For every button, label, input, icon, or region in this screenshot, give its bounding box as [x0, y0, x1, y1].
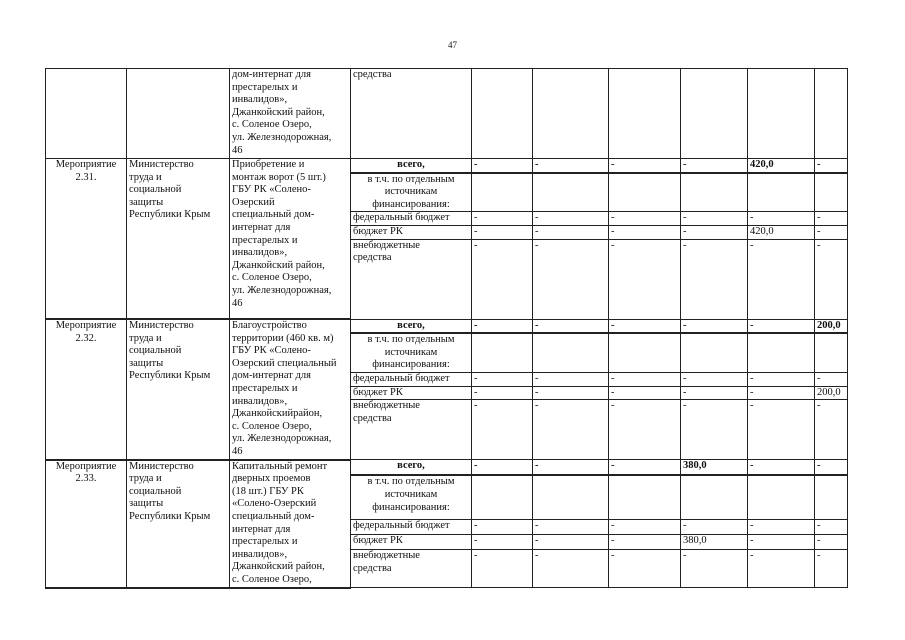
value-cell: -: [609, 400, 681, 460]
value-cell: [609, 173, 681, 212]
table-row: [46, 159, 848, 173]
value-cell: -: [609, 550, 681, 588]
value-cell: -: [533, 239, 609, 319]
page-number: 47: [448, 40, 457, 50]
value-cell: -: [533, 400, 609, 460]
value-cell: [748, 173, 815, 212]
value-cell: [748, 69, 815, 159]
value-cell: -: [681, 372, 748, 386]
object-cell: Приобретение и монтаж ворот (5 шт.) ГБУ РК «Солено- Озерский специальный дом- интернат для престарелых и инвалидов», Джанкойский район, с. Соленое Озеро, ул. Железнодорожная, 46: [230, 159, 351, 320]
value-cell: -: [609, 212, 681, 226]
source-cell: внебюджетные средства: [351, 239, 472, 319]
value-cell: -: [815, 212, 848, 226]
value-cell: [609, 69, 681, 159]
source-cell: в т.ч. по отдельным источникам финансирования:: [351, 173, 472, 212]
source-cell: бюджет РК: [351, 386, 472, 400]
source-cell: внебюджетные средства: [351, 400, 472, 460]
value-cell: -: [681, 239, 748, 319]
value-cell: -: [472, 319, 533, 333]
value-cell: -: [748, 400, 815, 460]
value-cell: [609, 333, 681, 372]
value-cell: [815, 173, 848, 212]
source-cell: средства: [351, 69, 472, 159]
table-row: [46, 319, 848, 333]
source-cell: всего,: [351, 319, 472, 333]
object-cell: Благоустройство территории (460 кв. м) ГБУ РК «Солено- Озерский специальный дом-интернат для престарелых и инвалидов», Джанкойскийрайон, с. Соленое Озеро, ул. Железнодорожная, 46: [230, 319, 351, 460]
source-cell: внебюджетные средства: [351, 550, 472, 588]
value-cell: -: [609, 534, 681, 549]
value-cell: [533, 69, 609, 159]
value-cell: -: [533, 372, 609, 386]
value-cell: [472, 333, 533, 372]
value-cell: -: [748, 460, 815, 476]
measure-id-cell: Мероприятие 2.33.: [46, 460, 127, 588]
source-cell: бюджет РК: [351, 225, 472, 239]
value-cell: -: [609, 239, 681, 319]
value-cell: -: [533, 159, 609, 173]
value-cell: [533, 173, 609, 212]
value-cell: 420,0: [748, 225, 815, 239]
value-cell: -: [815, 225, 848, 239]
value-cell: 200,0: [815, 386, 848, 400]
value-cell: -: [815, 372, 848, 386]
value-cell: [472, 69, 533, 159]
object-cell: дом-интернат для престарелых и инвалидов», Джанкойский район, с. Соленое Озеро, ул. Железнодорожная, 46: [230, 69, 351, 159]
value-cell: -: [472, 534, 533, 549]
value-cell: [681, 173, 748, 212]
value-cell: -: [609, 319, 681, 333]
source-cell: всего,: [351, 460, 472, 476]
value-cell: -: [472, 400, 533, 460]
value-cell: -: [681, 550, 748, 588]
value-cell: -: [609, 159, 681, 173]
value-cell: -: [748, 550, 815, 588]
measure-id-cell: [46, 69, 127, 159]
value-cell: -: [472, 460, 533, 476]
value-cell: -: [815, 534, 848, 549]
value-cell: -: [748, 372, 815, 386]
value-cell: -: [533, 319, 609, 333]
value-cell: -: [748, 534, 815, 549]
measure-id-cell: Мероприятие 2.31.: [46, 159, 127, 320]
value-cell: -: [609, 460, 681, 476]
value-cell: -: [472, 239, 533, 319]
object-cell: Капитальный ремонт дверных проемов (18 шт.) ГБУ РК «Солено-Озерский специальный дом- интернат для престарелых и инвалидов», Джанкойский район, с. Соленое Озеро,: [230, 460, 351, 588]
value-cell: -: [609, 519, 681, 534]
value-cell: [748, 333, 815, 372]
continuation-row: [46, 69, 848, 159]
value-cell: -: [815, 400, 848, 460]
value-cell: [748, 475, 815, 519]
value-cell: -: [681, 400, 748, 460]
value-cell: [472, 173, 533, 212]
source-cell: федеральный бюджет: [351, 372, 472, 386]
value-cell: [533, 475, 609, 519]
value-cell: -: [533, 212, 609, 226]
value-cell: [681, 475, 748, 519]
value-cell: -: [533, 534, 609, 549]
value-cell: -: [609, 372, 681, 386]
value-cell: -: [533, 386, 609, 400]
value-cell: -: [472, 212, 533, 226]
value-cell: -: [472, 225, 533, 239]
executor-cell: Министерство труда и социальной защиты Республики Крым: [127, 460, 230, 588]
source-cell: федеральный бюджет: [351, 212, 472, 226]
value-cell: [533, 333, 609, 372]
value-cell: [815, 333, 848, 372]
value-cell: [472, 475, 533, 519]
value-cell: 380,0: [681, 460, 748, 476]
source-cell: бюджет РК: [351, 534, 472, 549]
financing-table: [45, 68, 848, 589]
value-cell: 420,0: [748, 159, 815, 173]
value-cell: -: [815, 159, 848, 173]
value-cell: -: [533, 225, 609, 239]
value-cell: -: [815, 460, 848, 476]
value-cell: -: [609, 225, 681, 239]
value-cell: [815, 475, 848, 519]
value-cell: -: [748, 239, 815, 319]
value-cell: 380,0: [681, 534, 748, 549]
value-cell: -: [815, 239, 848, 319]
table-row: [46, 460, 848, 476]
executor-cell: Министерство труда и социальной защиты Республики Крым: [127, 159, 230, 320]
value-cell: [609, 475, 681, 519]
value-cell: [681, 69, 748, 159]
executor-cell: Министерство труда и социальной защиты Республики Крым: [127, 319, 230, 460]
value-cell: -: [815, 519, 848, 534]
value-cell: -: [533, 460, 609, 476]
value-cell: -: [472, 372, 533, 386]
value-cell: -: [472, 519, 533, 534]
source-cell: всего,: [351, 159, 472, 173]
value-cell: -: [472, 386, 533, 400]
value-cell: -: [681, 225, 748, 239]
value-cell: -: [472, 159, 533, 173]
value-cell: [815, 69, 848, 159]
value-cell: -: [472, 550, 533, 588]
value-cell: -: [681, 386, 748, 400]
value-cell: -: [609, 386, 681, 400]
value-cell: [681, 333, 748, 372]
value-cell: -: [748, 212, 815, 226]
value-cell: -: [748, 386, 815, 400]
value-cell: -: [681, 159, 748, 173]
source-cell: в т.ч. по отдельным источникам финансирования:: [351, 475, 472, 519]
value-cell: -: [681, 212, 748, 226]
value-cell: -: [533, 550, 609, 588]
executor-cell: [127, 69, 230, 159]
measure-id-cell: Мероприятие 2.32.: [46, 319, 127, 460]
value-cell: 200,0: [815, 319, 848, 333]
source-cell: в т.ч. по отдельным источникам финансирования:: [351, 333, 472, 372]
value-cell: -: [748, 319, 815, 333]
source-cell: федеральный бюджет: [351, 519, 472, 534]
value-cell: -: [748, 519, 815, 534]
value-cell: -: [815, 550, 848, 588]
value-cell: -: [533, 519, 609, 534]
value-cell: -: [681, 319, 748, 333]
value-cell: -: [681, 519, 748, 534]
